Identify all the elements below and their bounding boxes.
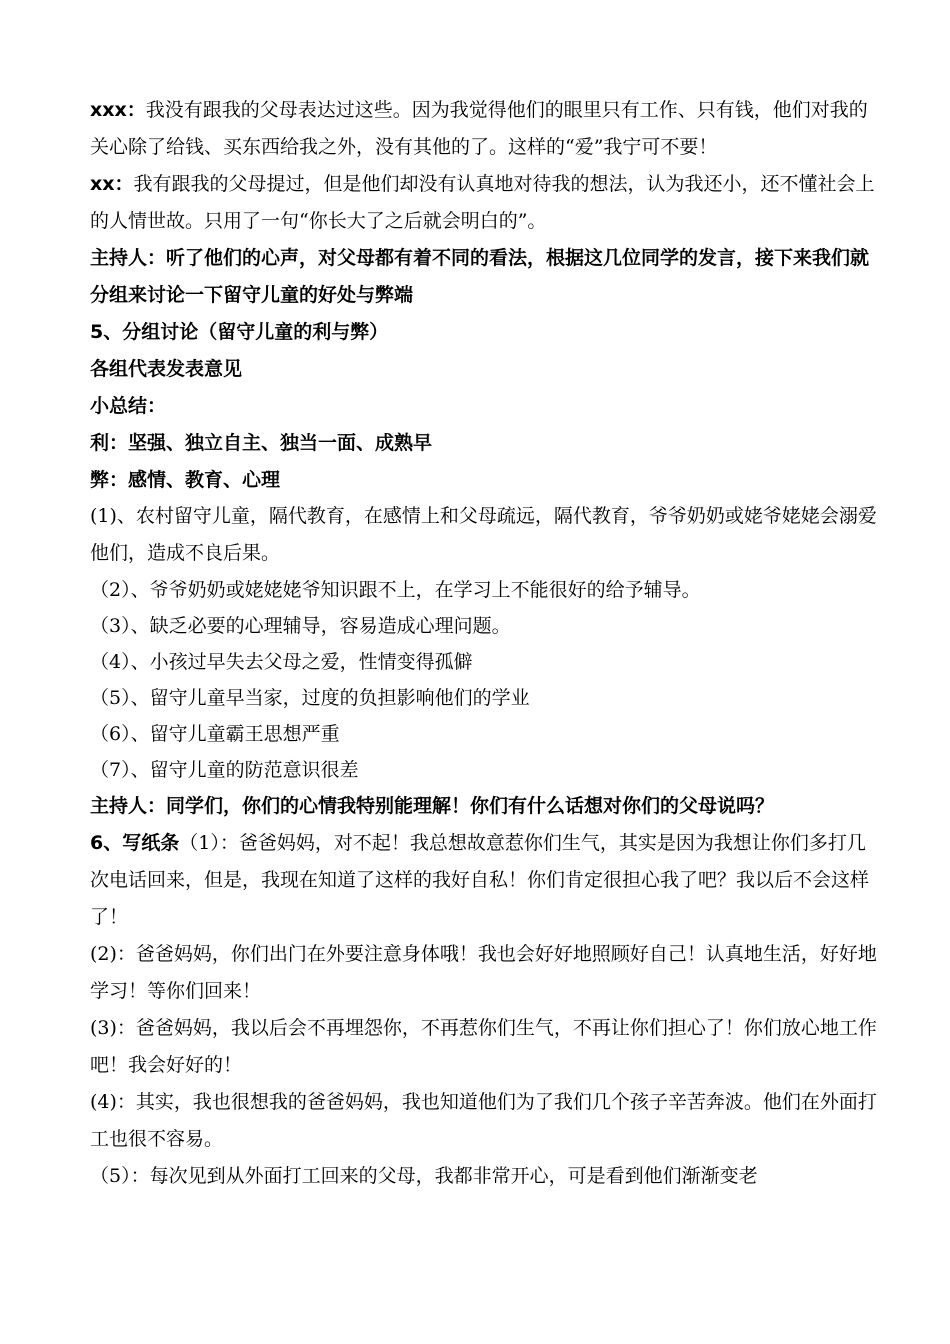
host-statement-1: 主持人：听了他们的心声，对父母都有着不同的看法，根据这几位同学的发言，接下来我们就分组来讨论一下留守儿童的好处与弊端 <box>90 247 870 306</box>
section-5-heading: 5、分组讨论（留守儿童的利与弊） <box>90 321 389 343</box>
group-representatives: 各组代表发表意见 <box>90 358 243 380</box>
host-statement-2: 主持人：同学们，你们的心情我特别能理解！你们有什么话想对你们的父母说吗？ <box>90 795 775 817</box>
cons-item: （4）、小孩过早失去父母之爱，性情变得孤僻 <box>90 651 473 673</box>
paragraph-text: 我有跟我的父母提过，但是他们却没有认真地对待我的想法，认为我还小，还不懂社会上的人情世故。只用了一句“你长大了之后就会明白的”。 <box>90 173 875 232</box>
paragraph-xxx-response <box>90 92 880 166</box>
note-2: (2)：爸爸妈妈，你们出门在外要注意身体哦！我也会好好地照顾好自己！认真地生活，好好地学习！等你们回来！ <box>90 943 877 1002</box>
paragraph-text: 我没有跟我的父母表达过这些。因为我觉得他们的眼里只有工作、只有钱，他们对我的关心除了给钱、买东西给我之外，没有其他的了。这样的“爱”我宁可不要！ <box>90 99 868 158</box>
section-6-heading: 6、写纸条 <box>90 832 180 854</box>
cons-line: 弊：感情、教育、心理 <box>90 469 281 491</box>
cons-item: （5）、留守儿童早当家，过度的负担影响他们的学业 <box>90 687 530 709</box>
speaker-label: xxx： <box>90 99 146 121</box>
cons-item: （6）、留守儿童霸王思想严重 <box>90 723 340 745</box>
cons-item: （2）、爷爷奶奶或姥姥姥爷知识跟不上，在学习上不能很好的给予辅导。 <box>90 579 701 601</box>
note-5: （5）：每次见到从外面打工回来的父母，我都非常开心，可是看到他们渐渐变老 <box>90 1165 758 1187</box>
paragraph-xx-response <box>90 166 880 240</box>
summary-label: 小总结： <box>90 395 167 417</box>
note-text: （1）：爸爸妈妈，对不起！我总想故意惹你们生气，其实是因为我想让你们多打几次电话回来，但是，我现在知道了这样的我好自私！你们肯定很担心我了吧？我以后不会这样了！ <box>90 832 870 928</box>
cons-item: （7）、留守儿童的防范意识很差 <box>90 759 359 781</box>
note-4: (4)：其实，我也很想我的爸爸妈妈，我也知道他们为了我们几个孩子辛苦奔波。他们在外面打工也很不容易。 <box>90 1091 877 1150</box>
speaker-label: xx： <box>90 173 134 195</box>
pros-line: 利：坚强、独立自主、独当一面、成熟早 <box>90 432 433 454</box>
note-3: (3)：爸爸妈妈，我以后会不再埋怨你，不再惹你们生气，不再让你们担心了！你们放心地工作吧！我会好好的！ <box>90 1017 877 1076</box>
document-page <box>90 92 880 1195</box>
cons-item: (1)、农村留守儿童，隔代教育，在感情上和父母疏远，隔代教育，爷爷奶奶或姥爷姥姥会溺爱他们，造成不良后果。 <box>90 505 877 564</box>
note-1 <box>90 825 880 936</box>
cons-item: （3）、缺乏必要的心理辅导，容易造成心理问题。 <box>90 615 511 637</box>
